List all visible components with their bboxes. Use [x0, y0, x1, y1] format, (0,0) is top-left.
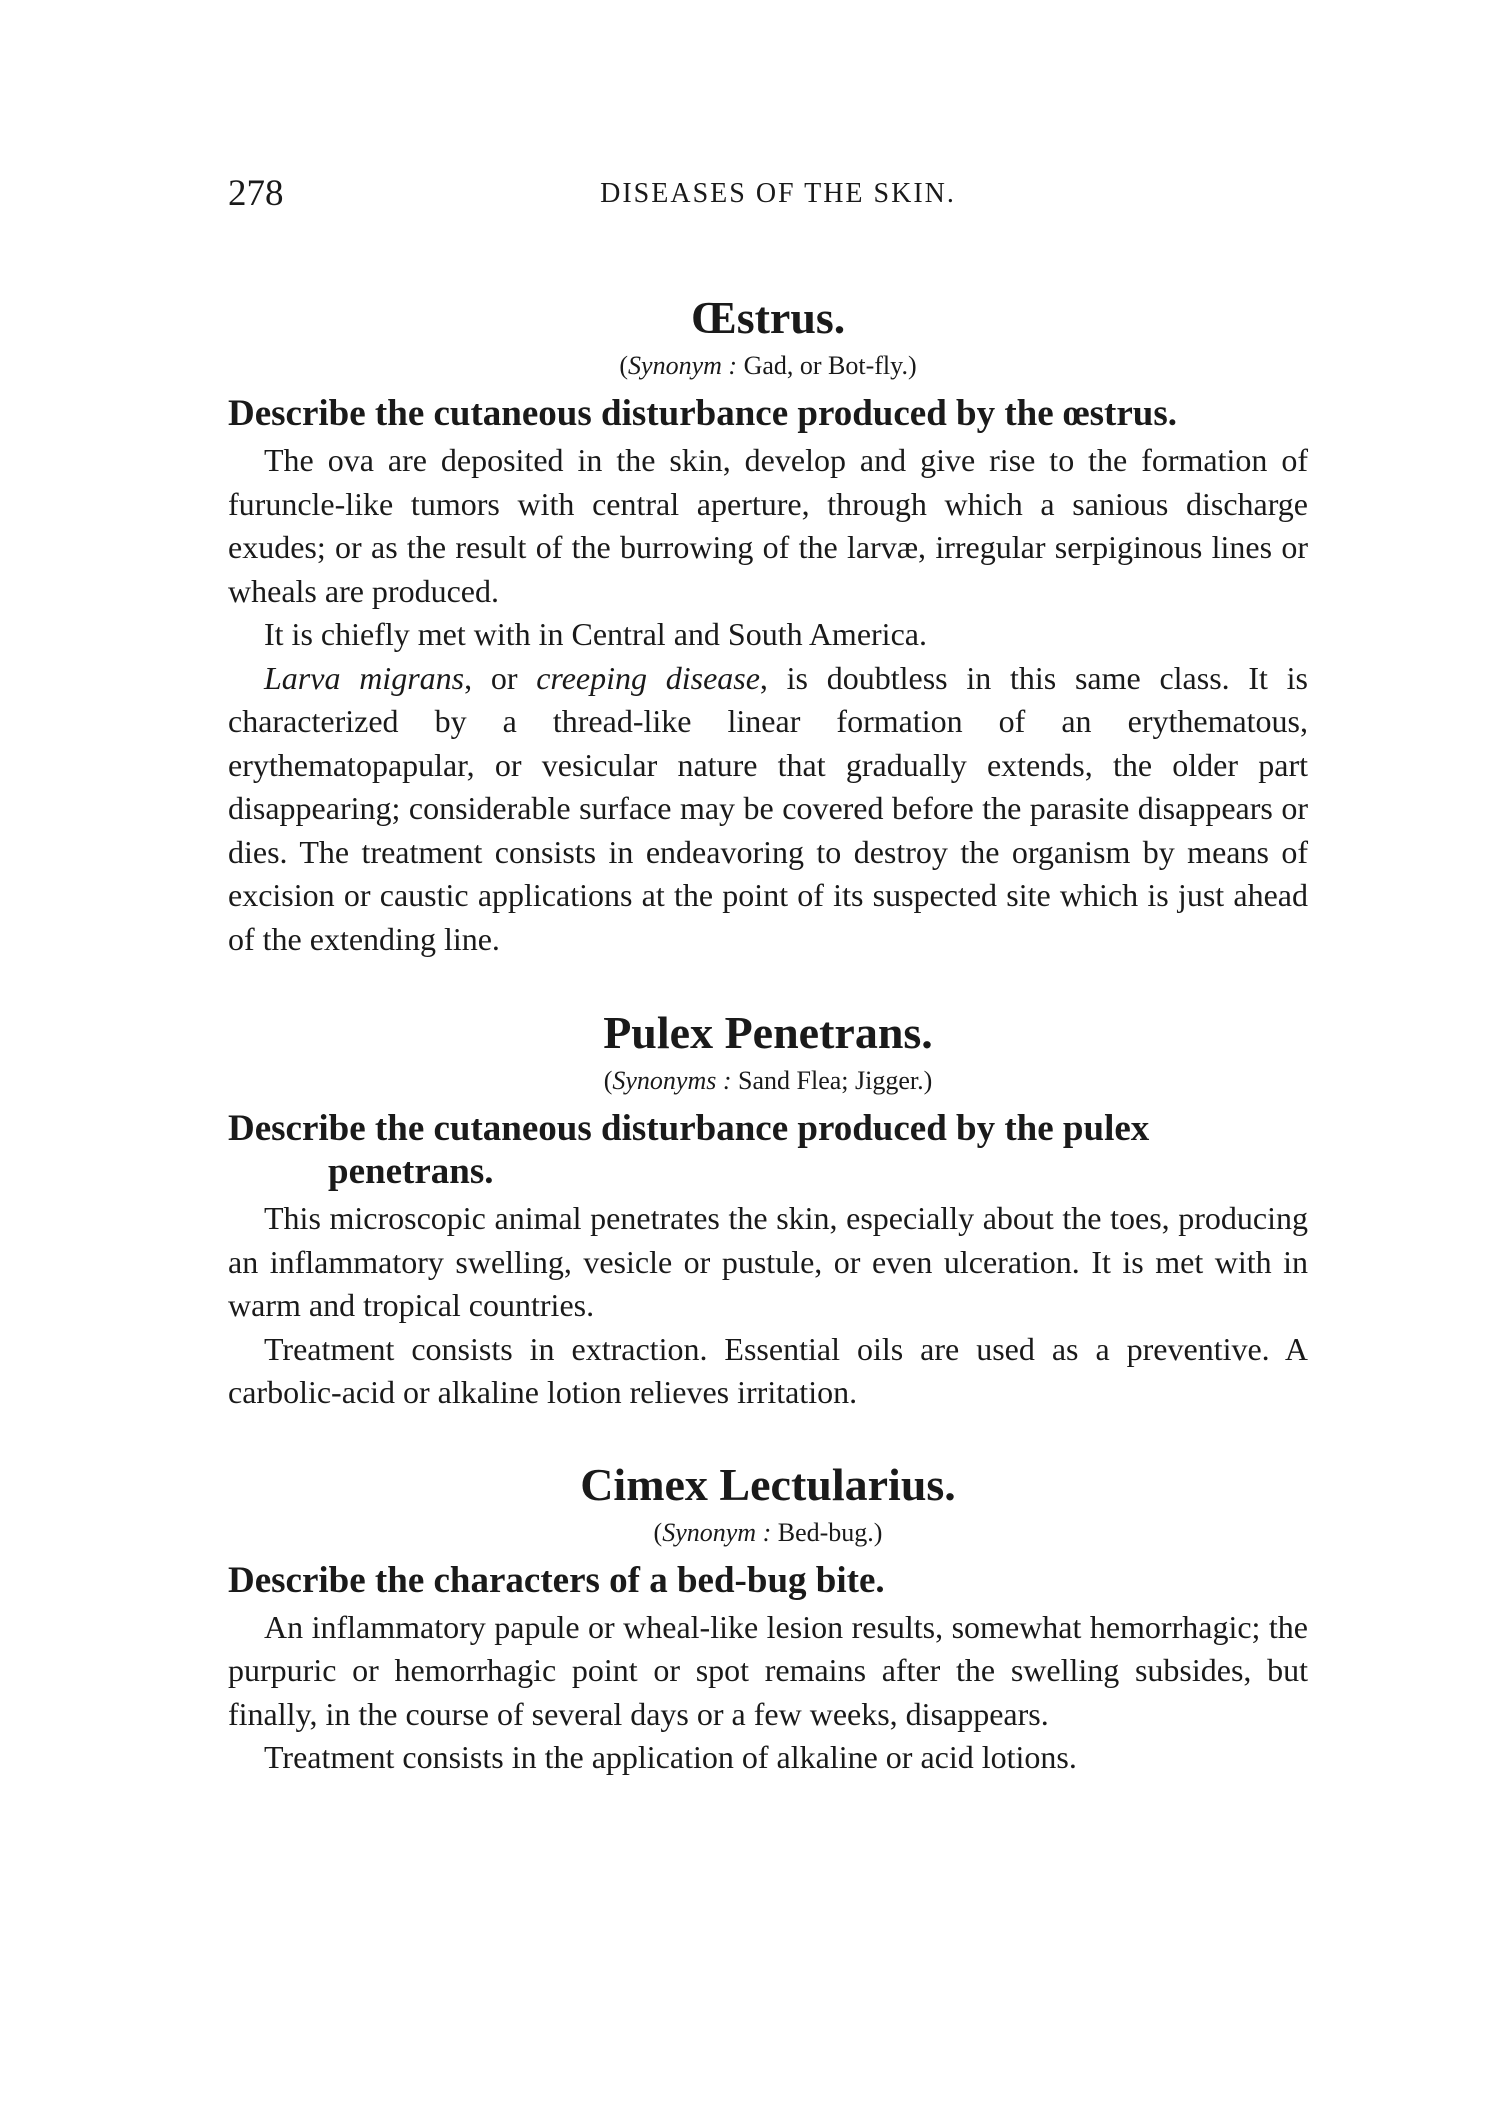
synonym-line: (Synonyms : Sand Flea; Jigger.) [603, 1066, 933, 1095]
answer-paragraph: Treatment consists in the application of alkaline or acid lotions. [264, 1739, 1077, 1775]
creeping-term: creeping disease [536, 659, 760, 696]
larva-term: Larva migrans [264, 659, 465, 696]
answer-paragraph: The ova are deposited in the skin, develop and give rise to the formation of furuncle-like tumors with central aperture, through which a sanious discharge exudes; or as the result of the burrowing of the larvæ, irregular serpiginous lines or wheals are produced. [228, 442, 1308, 609]
synonym-text: Sand Flea; Jigger. [738, 1066, 924, 1095]
running-head [228, 172, 1308, 222]
section-pulex [228, 1005, 1308, 1415]
synonym-text: Gad, or Bot-fly. [743, 351, 908, 380]
running-title: DISEASES OF THE SKIN. [600, 178, 956, 209]
page-content [228, 290, 1308, 1780]
section-cimex [228, 1457, 1308, 1780]
synonym-label: Synonyms [612, 1066, 717, 1095]
synonym-text: Bed-bug. [777, 1517, 874, 1547]
page-number: 278 [228, 173, 284, 214]
synonym-line: (Synonym : Bed-bug.) [653, 1517, 883, 1547]
larva-text: is doubtless in this same class. It is characterized by a thread-like linear formation of an erythematous, erythematopapular, or vesicular nature that gradually extends, the older part disappearing; considerable surface may be covered before the parasite disappears or dies. The treatment consists in endeavoring to destroy the organism by means of excision or caustic applications at the point of its suspected site which is just ahead of the extending line. [228, 659, 1308, 957]
synonym-label: Synonym [628, 351, 722, 380]
section-title: Pulex Penetrans. [603, 1007, 933, 1058]
answer-paragraph: It is chiefly met with in Central and South America. [264, 616, 927, 652]
answer-paragraph: An inflammatory papule or wheal-like lesion results, somewhat hemorrhagic; the purpuric or hemorrhagic point or spot remains after the swelling subsides, but finally, in the course of several days or a few weeks, disappears. [228, 1608, 1308, 1732]
answer-paragraph: Treatment consists in extraction. Essential oils are used as a preventive. A carbolic-acid or alkaline lotion relieves irritation. [228, 1330, 1308, 1410]
or-text: , or [464, 659, 518, 696]
question: Describe the characters of a bed-bug bite. [228, 1559, 885, 1601]
answer-paragraph-larva: Larva migrans, or creeping disease, is doubtless in this same class. It is characterized by a thread-like linear formation of an erythematous, erythematopapular, or vesicular nature that gradually extends, the older part disappearing; considerable surface may be covered before the parasite disappears or dies. The treatment consists in endeavoring to destroy the organism by means of excision or caustic applications at the point of its suspected site which is just ahead of the extending line. [228, 659, 1308, 957]
section-oestrus [228, 290, 1308, 961]
synonym-line: (Synonym : Gad, or Bot-fly.) [619, 351, 917, 380]
question: Describe the cutaneous disturbance produced by the pulex penetrans. [228, 1108, 1150, 1192]
answer-paragraph: This microscopic animal penetrates the skin, especially about the toes, producing an inflammatory swelling, vesicle or pustule, or even ulceration. It is met with in warm and tropical countries. [228, 1200, 1308, 1323]
section-title: Cimex Lectularius. [580, 1458, 956, 1510]
question: Describe the cutaneous disturbance produced by the œstrus. [228, 393, 1178, 434]
section-title: Œstrus. [690, 292, 846, 343]
synonym-label: Synonym [662, 1517, 757, 1547]
